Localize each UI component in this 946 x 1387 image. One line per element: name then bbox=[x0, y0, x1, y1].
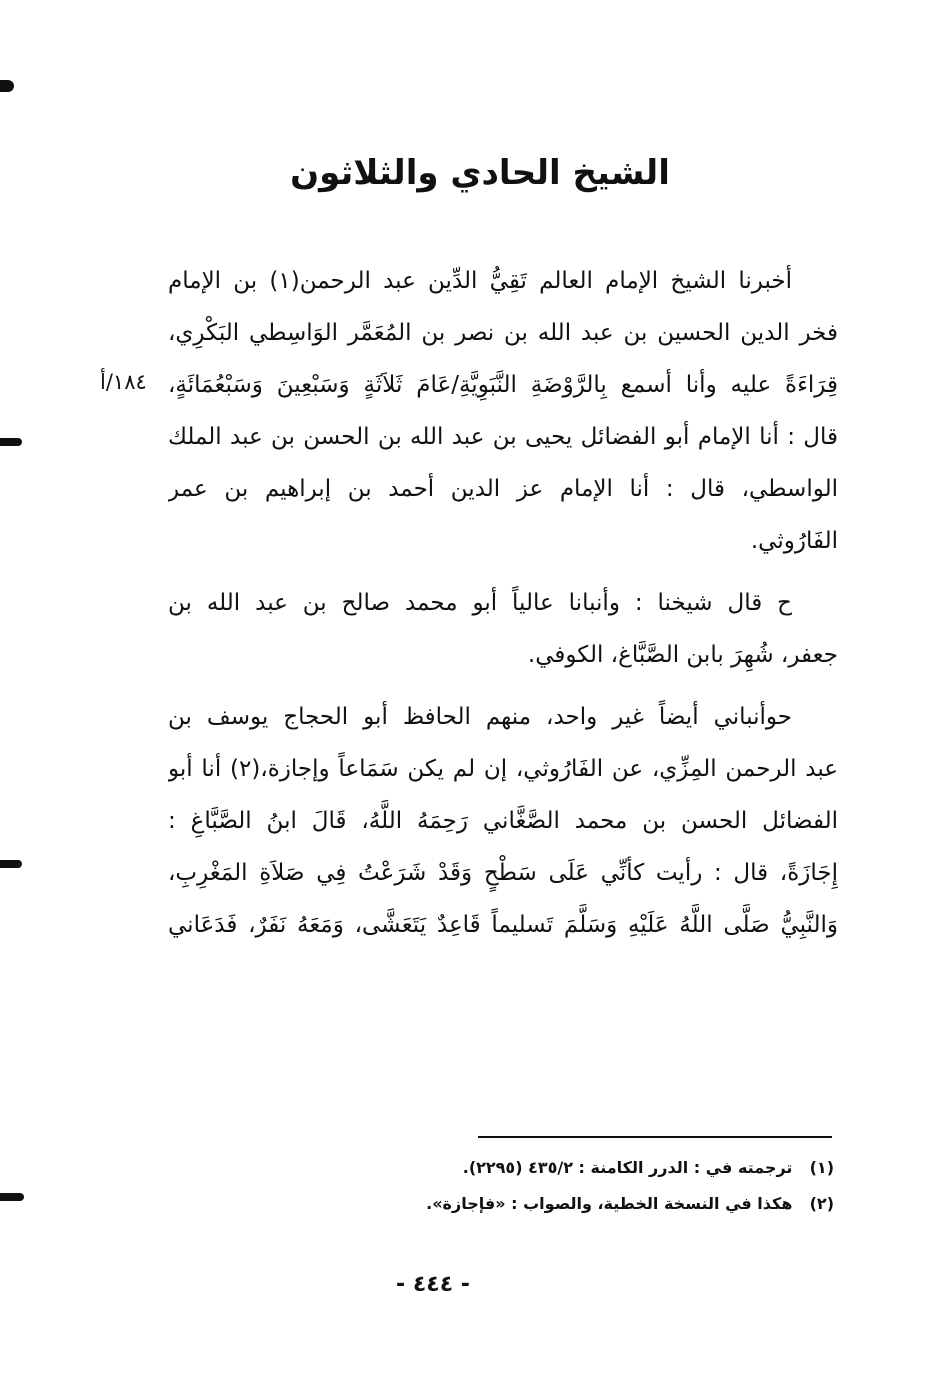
scan-mark bbox=[0, 438, 22, 446]
text-line: جعفر، شُهِرَ بابن الصَّبَّاغ، الكوفي. bbox=[527, 642, 838, 668]
scan-mark bbox=[0, 860, 22, 868]
text-line: أخبرنا الشيخ الإمام العالم تَقِيُّ الدِّين عبد الرحمن(١) بن الإمام bbox=[168, 268, 793, 294]
footnote-text: هكذا في النسخة الخطية، والصواب : «فإجازة». bbox=[426, 1194, 793, 1213]
footnotes bbox=[380, 1150, 834, 1222]
chapter-title: الشيخ الحادي والثلاثون bbox=[290, 152, 670, 193]
footnote-number: (١) bbox=[809, 1158, 834, 1177]
scan-mark bbox=[0, 80, 14, 92]
text-line: إِجَازَةً، قال : رأيت كأنِّي عَلَى سَطْحٍ وَقَدْ شَرَعْتُ فِي صَلاَةِ المَغْرِبِ، bbox=[168, 860, 838, 886]
text-line: فخر الدين الحسين بن عبد الله بن نصر بن المُعَمَّر الوَاسِطي البَكْرِي، bbox=[168, 320, 838, 346]
paragraph bbox=[168, 255, 838, 567]
footnote-text: ترجمته في : الدرر الكامنة : ٤٣٥/٢ (٢٢٩٥). bbox=[462, 1158, 793, 1177]
text-line: قِرَاءَةً عليه وأنا أسمع بِالرَّوْضَةِ النَّبَوِيَّةِ/عَامَ ثَلاَثَةٍ وَسَبْعِينَ وَسَبْعُمَائَةٍ، bbox=[168, 372, 838, 398]
text-line: عبد الرحمن المِزِّي، عن الفَارُوثي، إن لم يكن سَمَاعاً وإجازة،(٢) أنا أبو bbox=[168, 756, 838, 782]
footnote bbox=[380, 1150, 834, 1186]
text-line: ح قال شيخنا : وأنبانا عالياً أبو محمد صالح بن عبد الله بن bbox=[168, 590, 792, 616]
footnote-separator bbox=[478, 1136, 832, 1138]
text-line: الفضائل الحسن بن محمد الصَّغَّاني رَحِمَهُ اللَّهُ، قَالَ ابنُ الصَّبَّاغِ : bbox=[168, 808, 838, 834]
footnote bbox=[380, 1186, 834, 1222]
page-number: - ٤٤٤ - bbox=[396, 1272, 470, 1297]
paragraph bbox=[168, 691, 838, 951]
margin-folio-note: ١٨٤/أ bbox=[100, 370, 147, 394]
paragraph bbox=[168, 577, 838, 681]
scan-mark bbox=[0, 1193, 24, 1201]
text-line: وَالنَّبِيُّ صَلَّى اللَّهُ عَلَيْهِ وَسَلَّمَ تَسليماً قَاعِدٌ يَتَعَشَّى، وَمَعَهُ نَفَرٌ، فَدَعَاني bbox=[168, 912, 838, 938]
text-line: قال : أنا الإمام أبو الفضائل يحيى بن عبد الله بن الحسن بن عبد الملك bbox=[168, 424, 838, 450]
footnote-number: (٢) bbox=[809, 1194, 834, 1213]
text-line: الواسطي، قال : أنا الإمام عز الدين أحمد بن إبراهيم بن عمر bbox=[168, 476, 838, 502]
text-line: حوأنباني أيضاً غير واحد، منهم الحافظ أبو الحجاج يوسف بن bbox=[168, 704, 792, 730]
text-line: الفَارُوثي. bbox=[750, 528, 838, 554]
body-text bbox=[168, 255, 838, 951]
